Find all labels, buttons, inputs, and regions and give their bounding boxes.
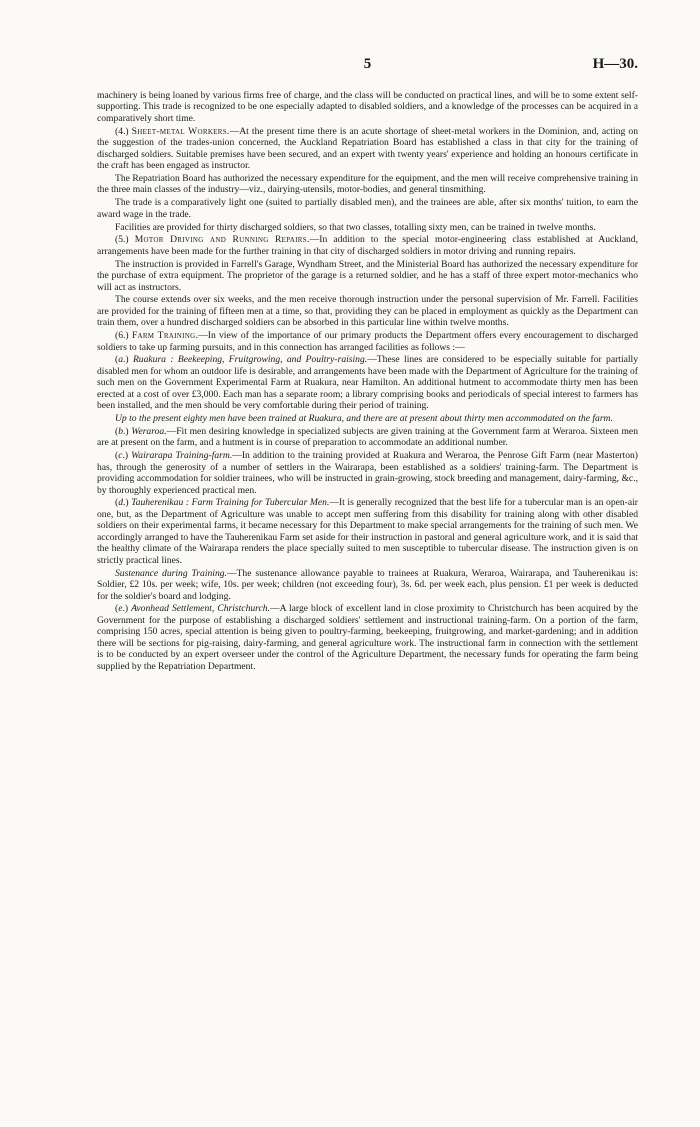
paragraph-text: —In view of the importance of our primary products the Department offers every encouragement to discharged soldiers to take up farming pursuits, and in this connection has arranged facilities as follows :— (97, 330, 638, 353)
paragraph (97, 126, 638, 172)
section-heading: Motor Driving and Running Repairs. (134, 234, 310, 246)
paragraph (97, 173, 638, 196)
section-heading: Sheet-metal Workers. (131, 125, 230, 137)
italic-text: Ruakura : Beekeeping, Fruitgrowing, and Poultry-raising. (132, 354, 368, 366)
italic-text: Sustenance during Training. (115, 567, 227, 579)
paragraph-text: machinery is being loaned by various firms free of charge, and the class will be conducted on practical lines, and will be to some extent self-supporting. This trade is recognized to be one especially adapted to disabled soldiers, and a knowledge of the processes can be acquired in a comparatively short time. (97, 90, 638, 124)
paragraph-text: The instruction is provided in Farrell's Garage, Wyndham Street, and the Ministerial Board has authorized the necessary expenditure for the purchase of extra equipment. The proprietor of the garage is a returned soldier, and he has a staff of three expert motor-mechanics who will act as instructors. (97, 258, 638, 293)
paragraph-text: —In addition to the training provided at Ruakura and Weraroa, the Penrose Gift Farm (near Masterton) has, through the generosity of a number of settlers in the Wairarapa, been established as a soldiers' training-farm. The Department is providing accommodation for soldier trainees, who will be instructed in grain-growing, stock breeding and management, dairy-farming, &c., by thoroughly experienced practical men. (97, 450, 638, 496)
paragraph (97, 450, 638, 496)
paragraph-text: —These lines are considered to be especially suitable for partially disabled men for whom an outdoor life is desirable, and arrangements have been made with the Department of Agriculture for the training of such men on the Government Experimental Farm at Ruakura, near Hamilton. An additional hutment to accommodate thirty men has been erected at a cost of over £3,000. Each man has a separate room; a library comprising books and periodicals of special interest to farmers has been installed, and the men should be very comfortable during their period of training. (97, 354, 639, 412)
paragraph-text: .) (122, 603, 132, 615)
paragraph (97, 234, 638, 257)
paragraph-text: —In addition to the special motor-engineering class established at Auckland, arrangements have been made for the further training in that city of discharged soldiers in motor driving and running repairs. (97, 234, 639, 257)
italic-text: Avonhead Settlement, Christchurch. (131, 603, 270, 615)
paragraph (97, 413, 638, 424)
paragraph-text: The course extends over six weeks, and the men receive thorough instruction under the personal supervision of Mr. Farrell. Facilities are provided for the training of fifteen men at a time, so that, providing they can be placed in employment as quickly as the Department can train them, over a hundred discharged soldiers can be absorbed in this particular line within twelve months. (97, 294, 638, 329)
paragraph-text: —Fit men desiring knowledge in specialized subjects are given training at the Government farm at Weraroa. Sixteen men are at present on the farm, and a hutment is in course of preparation to accommodate an additional number. (97, 425, 638, 449)
italic-text: Up to the present eighty men have been trained at Ruakura, and there are at present about thirty men accommodated on the farm. (115, 413, 613, 425)
italic-text: e (118, 603, 123, 615)
paragraph-text: The Repatriation Board has authorized the necessary expenditure for the equipment, and the men will receive comprehensive training in the three main classes of the industry—viz., dairying-utensils, motor-bodies, and general tinsmithing. (97, 172, 638, 196)
paragraph (97, 497, 638, 566)
paragraph-text: (5.) (115, 234, 135, 246)
italic-text: d (118, 497, 123, 509)
paragraph-text: Facilities are provided for thirty discharged soldiers, so that two classes, totalling sixty men, can be trained in twelve months. (115, 221, 596, 233)
page-number: 5 (363, 56, 372, 72)
paragraph-text: ( (115, 603, 119, 615)
italic-text: Tauherenikau : Farm Training for Tubercular Men. (131, 497, 330, 509)
paragraph-text: ( (115, 450, 119, 462)
paragraph-text: .) (123, 425, 132, 437)
section-heading: Farm Training. (131, 330, 199, 342)
italic-text: a (118, 354, 123, 366)
paragraph-text: .) (123, 354, 133, 366)
paragraph-text: —It is generally recognized that the best life for a tubercular man is an open-air one, but, as the Department of Agriculture was unable to accept men suffering from this disability for training along with other disabled soldiers on their experimental farms, it became necessary for this Department to make special arrangements for the training of such men. We accordingly arranged to have the Tauherenikau Farm set aside for their instruction in pastoral and general agriculture work, and it is said that the healthy climate of the Wairarapa renders the place specially suited to men susceptible to tubercular disease. The instruction given is on strictly practical lines. (97, 497, 638, 566)
paragraph (97, 90, 638, 124)
paragraph-text: ( (115, 354, 119, 366)
paragraph (97, 568, 638, 602)
paragraph (97, 294, 638, 328)
paragraph-text: —The sustenance allowance payable to trainees at Ruakura, Weraroa, Wairarapa, and Tauherenikau is: Soldier, £2 10s. per week; wife, 10s. per week; children (not exceeding four), 3s. 6d. per week each, plus pension. £1 per week is deducted for the soldier's board and lodging. (97, 567, 639, 602)
paragraph-text: —A large block of excellent land in close proximity to Christchurch has been acquired by the Government for the purpose of establishing a discharged soldiers' settlement and instructional training-farm. On a portion of the farm, comprising 150 acres, special attention is being given to poultry-farming, beekeeping, fruitgrowing, and market-gardening; and in addition there will be sections for pig-raising, dairy-farming, and general agriculture work. The instructional farm in connection with the settlement is to be conducted by an expert overseer under the control of the Agriculture Department, the necessary funds for operating the farm being supplied by the Repatriation Department. (97, 603, 638, 672)
paragraph-text: .) (123, 497, 132, 509)
italic-text: Weraroa. (131, 425, 167, 437)
paragraph (97, 354, 638, 411)
paragraph (97, 222, 638, 233)
document-reference: H—30. (592, 56, 638, 72)
paragraph-text: —At the present time there is an acute shortage of sheet-metal workers in the Dominion, and, acting on the suggestion of the trades-union concerned, the Auckland Repatriation Board has established a class in that city for the training of discharged soldiers. Suitable premises have been secured, and an expert with twenty years' experience and holding an honours certificate in the craft has been engaged as instructor. (97, 125, 638, 172)
body-text (97, 90, 638, 673)
paragraph-text: The trade is a comparatively light one (suited to partially disabled men), and the trainees are able, after six months' tuition, to earn the award wage in the trade. (97, 197, 638, 220)
italic-text: c (118, 450, 123, 462)
page-header (97, 56, 638, 76)
paragraph-text: (4.) (115, 125, 132, 137)
paragraph-text: ( (115, 425, 119, 437)
italic-text: b (118, 425, 123, 437)
paragraph-text: ( (115, 497, 119, 509)
paragraph (97, 603, 638, 672)
paragraph (97, 197, 638, 220)
italic-text: Wairarapa Training-farm. (131, 450, 233, 462)
paragraph-text: (6.) (115, 330, 132, 342)
paragraph-text: .) (122, 450, 132, 462)
paragraph (97, 259, 638, 293)
paragraph (97, 330, 638, 353)
paragraph (97, 426, 638, 449)
